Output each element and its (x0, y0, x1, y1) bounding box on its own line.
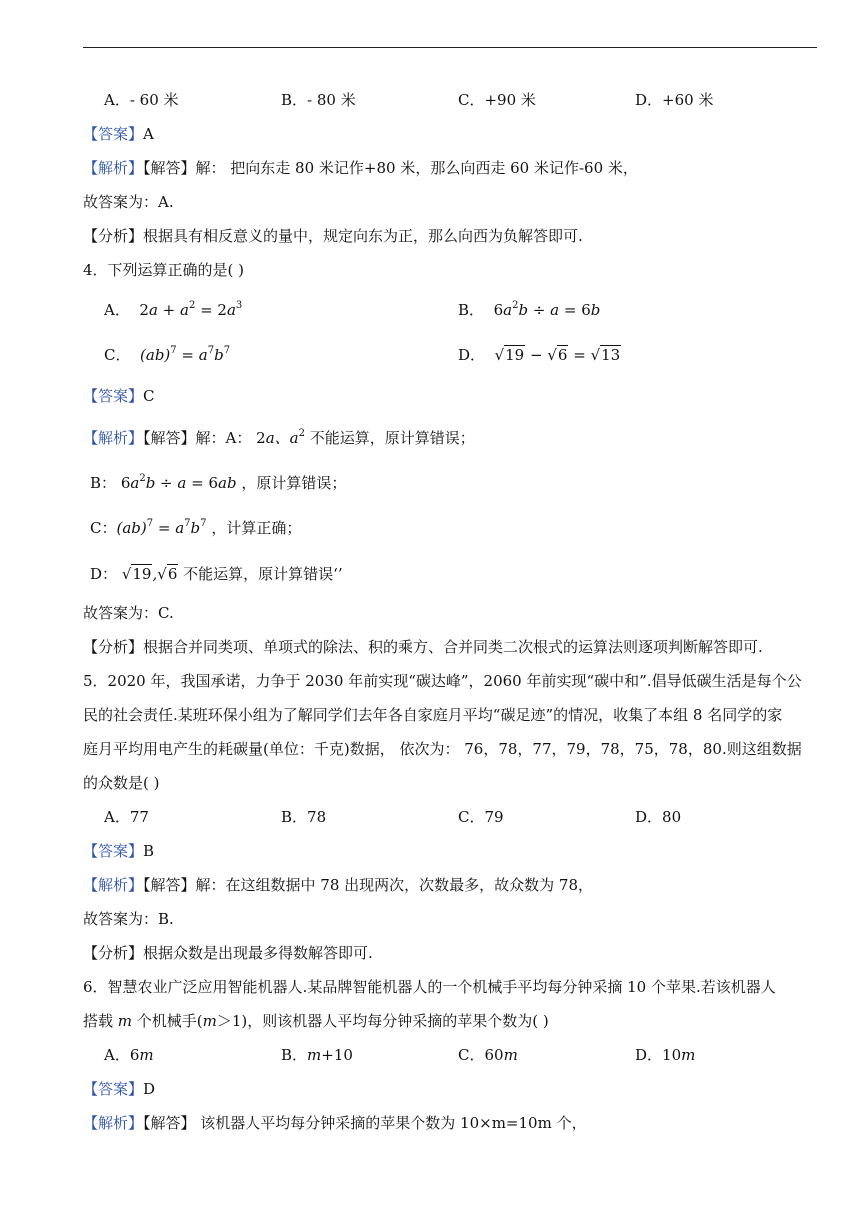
answer-value: A (143, 125, 154, 143)
answer-tag: 【答案】 (83, 842, 144, 860)
q3-answer (83, 123, 154, 145)
step-label: B： (90, 474, 117, 492)
explanation-text: 不能运算，原计算错误； (309, 429, 475, 447)
q4-option-a-formula: $2a + a^2 = 2a^3$ (139, 300, 243, 319)
answer-tag: 【答案】 (83, 387, 144, 405)
q4-d-formula: √19,√6 (121, 565, 178, 583)
option-label: B． (458, 301, 485, 319)
q5-stem-line-3: 庭月平均用电产生的耗碳量(单位：千克)数据， 依次为： 76，78，77，79，78，75，78，80.则这组数据 (83, 740, 802, 758)
analysis-text: 根据具有相反意义的量中，规定向东为正，那么向西为负解答即可. (143, 227, 583, 245)
answer-value: B (143, 842, 155, 860)
q5-answer (83, 840, 154, 862)
header-rule (83, 47, 817, 48)
q4-option-a (104, 299, 242, 321)
q4-result: 故答案为：C. (83, 604, 174, 622)
option-text: D．10 (635, 1046, 682, 1064)
variable-m: m (117, 1012, 133, 1030)
explanation-tag: 【解析】 (83, 1114, 144, 1132)
variable-m: m (139, 1046, 154, 1064)
explanation-tag: 【解析】 (83, 159, 144, 177)
variable-m: m (681, 1046, 696, 1064)
explanation-text: 【解答】解：A： (143, 429, 252, 447)
q6-option-c (458, 1044, 518, 1066)
q3-analysis (83, 225, 583, 247)
step-label: C： (90, 519, 117, 537)
step-label: D： (90, 565, 118, 583)
answer-value: C (143, 387, 155, 405)
answer-value: D (143, 1080, 156, 1098)
q5-stem-line-1: 5．2020 年，我国承诺，力争于 2030 年前实现“碳达峰”，2060 年前实现“碳中和”.倡导低碳生活是每个公 (83, 672, 802, 690)
step-text: ，原计算错误； (241, 474, 347, 492)
option-label: C． (104, 346, 131, 364)
q4-option-b (458, 299, 600, 321)
explanation-tag: 【解析】 (83, 429, 144, 447)
q4-answer (83, 385, 155, 407)
q5-stem-line-2: 民的社会责任.某班环保小组为了解同学们去年各自家庭月平均“碳足迹”的情况，收集了本组 8 名同学的家 (83, 706, 783, 724)
q4-option-c (104, 344, 230, 366)
q4-b-formula: $6a^2b \div a = 6ab$ (120, 473, 242, 492)
q5-result: 故答案为：B. (83, 910, 174, 928)
explanation-tag: 【解析】 (83, 876, 144, 894)
q6-stem-line-1: 6．智慧农业广泛应用智能机器人.某品牌智能机器人的一个机械手平均每分钟采摘 10 个苹果.若该机器人 (83, 978, 776, 996)
q5-analysis (83, 942, 373, 964)
variable-m: m (503, 1046, 518, 1064)
q4-explanation (83, 427, 475, 449)
answer-tag: 【答案】 (83, 125, 144, 143)
analysis-tag: 【分析】 (83, 227, 144, 245)
q3-option-a: A．- 60 米 (104, 91, 179, 109)
q4-option-d (458, 344, 621, 366)
step-text: 不能运算，原计算错误‘’ (183, 565, 343, 583)
variable-m: m (202, 1012, 217, 1030)
option-text: A．6 (104, 1046, 140, 1064)
q3-explanation (83, 157, 638, 179)
analysis-tag: 【分析】 (83, 638, 144, 656)
q4-option-c-formula: $(ab)^7 = a^7b^7$ (140, 345, 231, 364)
explanation-text: 【解答】 该机器人平均每分钟采摘的苹果个数为 10×m=10m 个， (143, 1114, 587, 1132)
stem-text: 个机械手( (132, 1012, 203, 1030)
q5-option-d: D．80 (635, 808, 682, 826)
q5-option-a: A．77 (104, 808, 149, 826)
q3-option-b: B．- 80 米 (281, 91, 356, 109)
option-text: C．60 (458, 1046, 504, 1064)
q4-option-b-formula: $6a^2b \div a = 6b$ (493, 300, 601, 319)
q4-step-b (90, 472, 346, 494)
q4-analysis (83, 636, 763, 658)
q6-option-b (281, 1044, 353, 1066)
q4-step-c (90, 517, 301, 539)
q4-c-formula: $(ab)^7 = a^7b^7$ (116, 518, 207, 537)
variable-m: m (307, 1046, 322, 1064)
explanation-text: 【解答】解： 把向东走 80 米记作+80 米，那么向西走 60 米记作-60 米， (143, 159, 638, 177)
stem-text: 搭载 (83, 1012, 118, 1030)
analysis-text: 根据众数是出现最多得数解答即可. (143, 944, 373, 962)
q6-option-a (104, 1044, 154, 1066)
q5-stem-line-4: 的众数是( ) (83, 774, 160, 792)
q4-option-d-formula: √19 − √6 = √13 (494, 346, 621, 364)
option-label: A． (104, 301, 130, 319)
q4-step-d (90, 563, 343, 585)
q4-stem: 4．下列运算正确的是( ) (83, 261, 245, 279)
q4-a-formula: 2a、$a^2$ (256, 428, 305, 447)
q3-option-c: C．+90 米 (458, 91, 536, 109)
q3-result: 故答案为：A. (83, 193, 174, 211)
analysis-tag: 【分析】 (83, 944, 144, 962)
option-text: B． (281, 1046, 308, 1064)
q3-option-d: D．+60 米 (635, 91, 714, 109)
stem-text: ＞1)，则该机器人平均每分钟采摘的苹果个数为( ) (216, 1012, 549, 1030)
q5-option-b: B．78 (281, 808, 327, 826)
q5-explanation (83, 874, 593, 896)
q6-option-d (635, 1044, 695, 1066)
q6-stem-line-2 (83, 1010, 549, 1032)
option-text: +10 (321, 1046, 353, 1064)
q6-answer (83, 1078, 155, 1100)
q5-option-c: C．79 (458, 808, 504, 826)
answer-tag: 【答案】 (83, 1080, 144, 1098)
option-label: D． (458, 346, 486, 364)
step-text: ，计算正确； (211, 519, 302, 537)
analysis-text: 根据合并同类项、单项式的除法、积的乘方、合并同类二次根式的运算法则逐项判断解答即可. (143, 638, 763, 656)
explanation-text: 【解答】解：在这组数据中 78 出现两次，次数最多，故众数为 78， (143, 876, 593, 894)
q6-explanation (83, 1112, 587, 1134)
